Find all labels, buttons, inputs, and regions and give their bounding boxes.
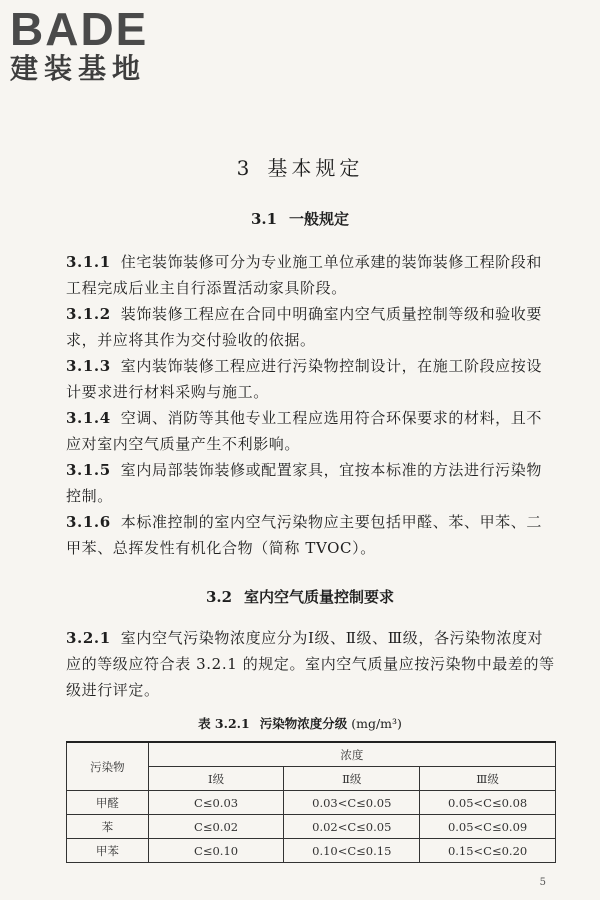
header-grade-2: Ⅱ级 (284, 767, 420, 791)
clause-3-1-1 (66, 249, 556, 301)
header-concentration: 浓度 (148, 742, 555, 767)
clause-number: 3.1.4 (66, 409, 111, 427)
pollutant-name: 甲醛 (67, 791, 149, 815)
clause-3-1-2 (66, 301, 556, 353)
clause-number: 3.2.1 (66, 629, 111, 647)
chapter-title: 基本规定 (267, 156, 364, 180)
chapter-number: 3 (236, 156, 254, 180)
clause-text: 空调、消防等其他专业工程应选用符合环保要求的材料，且不应对室内空气质量产生不利影响。 (66, 409, 542, 453)
clause-3-1-5 (66, 457, 556, 509)
section-number: 3.2 (205, 588, 233, 606)
clause-text: 本标准控制的室内空气污染物应主要包括甲醛、苯、甲苯、二甲苯、总挥发性有机化合物（简称 TVOC）。 (66, 513, 542, 557)
clause-3-1-6 (66, 509, 556, 561)
header-grade-1: Ⅰ级 (148, 767, 284, 791)
page-number: 5 (539, 877, 546, 888)
table-caption-title: 污染物浓度分级 (259, 716, 348, 731)
section-number: 3.1 (250, 210, 278, 228)
logo-subtitle: 建装基地 (10, 52, 147, 85)
header-grade-3: Ⅲ级 (420, 767, 556, 791)
header-pollutant: 污染物 (67, 742, 149, 791)
grade-1-value: C≤0.02 (148, 815, 284, 839)
grade-2-value: 0.10<C≤0.15 (284, 839, 420, 863)
table-caption-unit: (mg/m³) (351, 716, 402, 731)
clause-text: 室内局部装饰装修或配置家具，宜按本标准的方法进行污染物控制。 (66, 461, 542, 505)
clause-number: 3.1.1 (66, 253, 111, 271)
clause-text: 室内空气污染物浓度应分为Ⅰ级、Ⅱ级、Ⅲ级，各污染物浓度对应的等级应符合表 3.2.1 的规定。室内空气质量应按污染物中最差的等级进行评定。 (66, 629, 555, 699)
table-row (67, 815, 556, 839)
grade-2-value: 0.03<C≤0.05 (284, 791, 420, 815)
grade-3-value: 0.05<C≤0.08 (420, 791, 556, 815)
grade-1-value: C≤0.03 (148, 791, 284, 815)
chapter-heading (0, 152, 600, 181)
grade-3-value: 0.05<C≤0.09 (420, 815, 556, 839)
grade-3-value: 0.15<C≤0.20 (420, 839, 556, 863)
section-title: 室内空气质量控制要求 (244, 588, 395, 606)
section-heading-3-1 (0, 208, 600, 229)
pollutant-name: 甲苯 (67, 839, 149, 863)
grade-1-value: C≤0.10 (148, 839, 284, 863)
grade-2-value: 0.02<C≤0.05 (284, 815, 420, 839)
clause-number: 3.1.3 (66, 357, 111, 375)
table-row (67, 839, 556, 863)
pollutant-grade-table (66, 741, 556, 863)
table-caption (0, 714, 600, 732)
section-heading-3-2 (0, 586, 600, 607)
clause-3-2-1 (66, 625, 556, 703)
clause-text: 室内装饰装修工程应进行污染物控制设计，在施工阶段应按设计要求进行材料采购与施工。 (66, 357, 542, 401)
clause-number: 3.1.2 (66, 305, 111, 323)
clause-number: 3.1.5 (66, 461, 111, 479)
table-caption-number: 表 3.2.1 (198, 716, 250, 731)
clause-3-1-4 (66, 405, 556, 457)
table-row (67, 791, 556, 815)
brand-logo (10, 3, 149, 86)
clause-number: 3.1.6 (66, 513, 111, 531)
section-title: 一般规定 (289, 210, 350, 228)
pollutant-name: 苯 (67, 815, 149, 839)
logo-wordmark: BADE (10, 3, 149, 55)
clause-text: 装饰装修工程应在合同中明确室内空气质量控制等级和验收要求，并应将其作为交付验收的依据。 (66, 305, 542, 349)
clause-text: 住宅装饰装修可分为专业施工单位承建的装饰装修工程阶段和工程完成后业主自行添置活动家具阶段。 (66, 253, 542, 297)
clause-3-1-3 (66, 353, 556, 405)
